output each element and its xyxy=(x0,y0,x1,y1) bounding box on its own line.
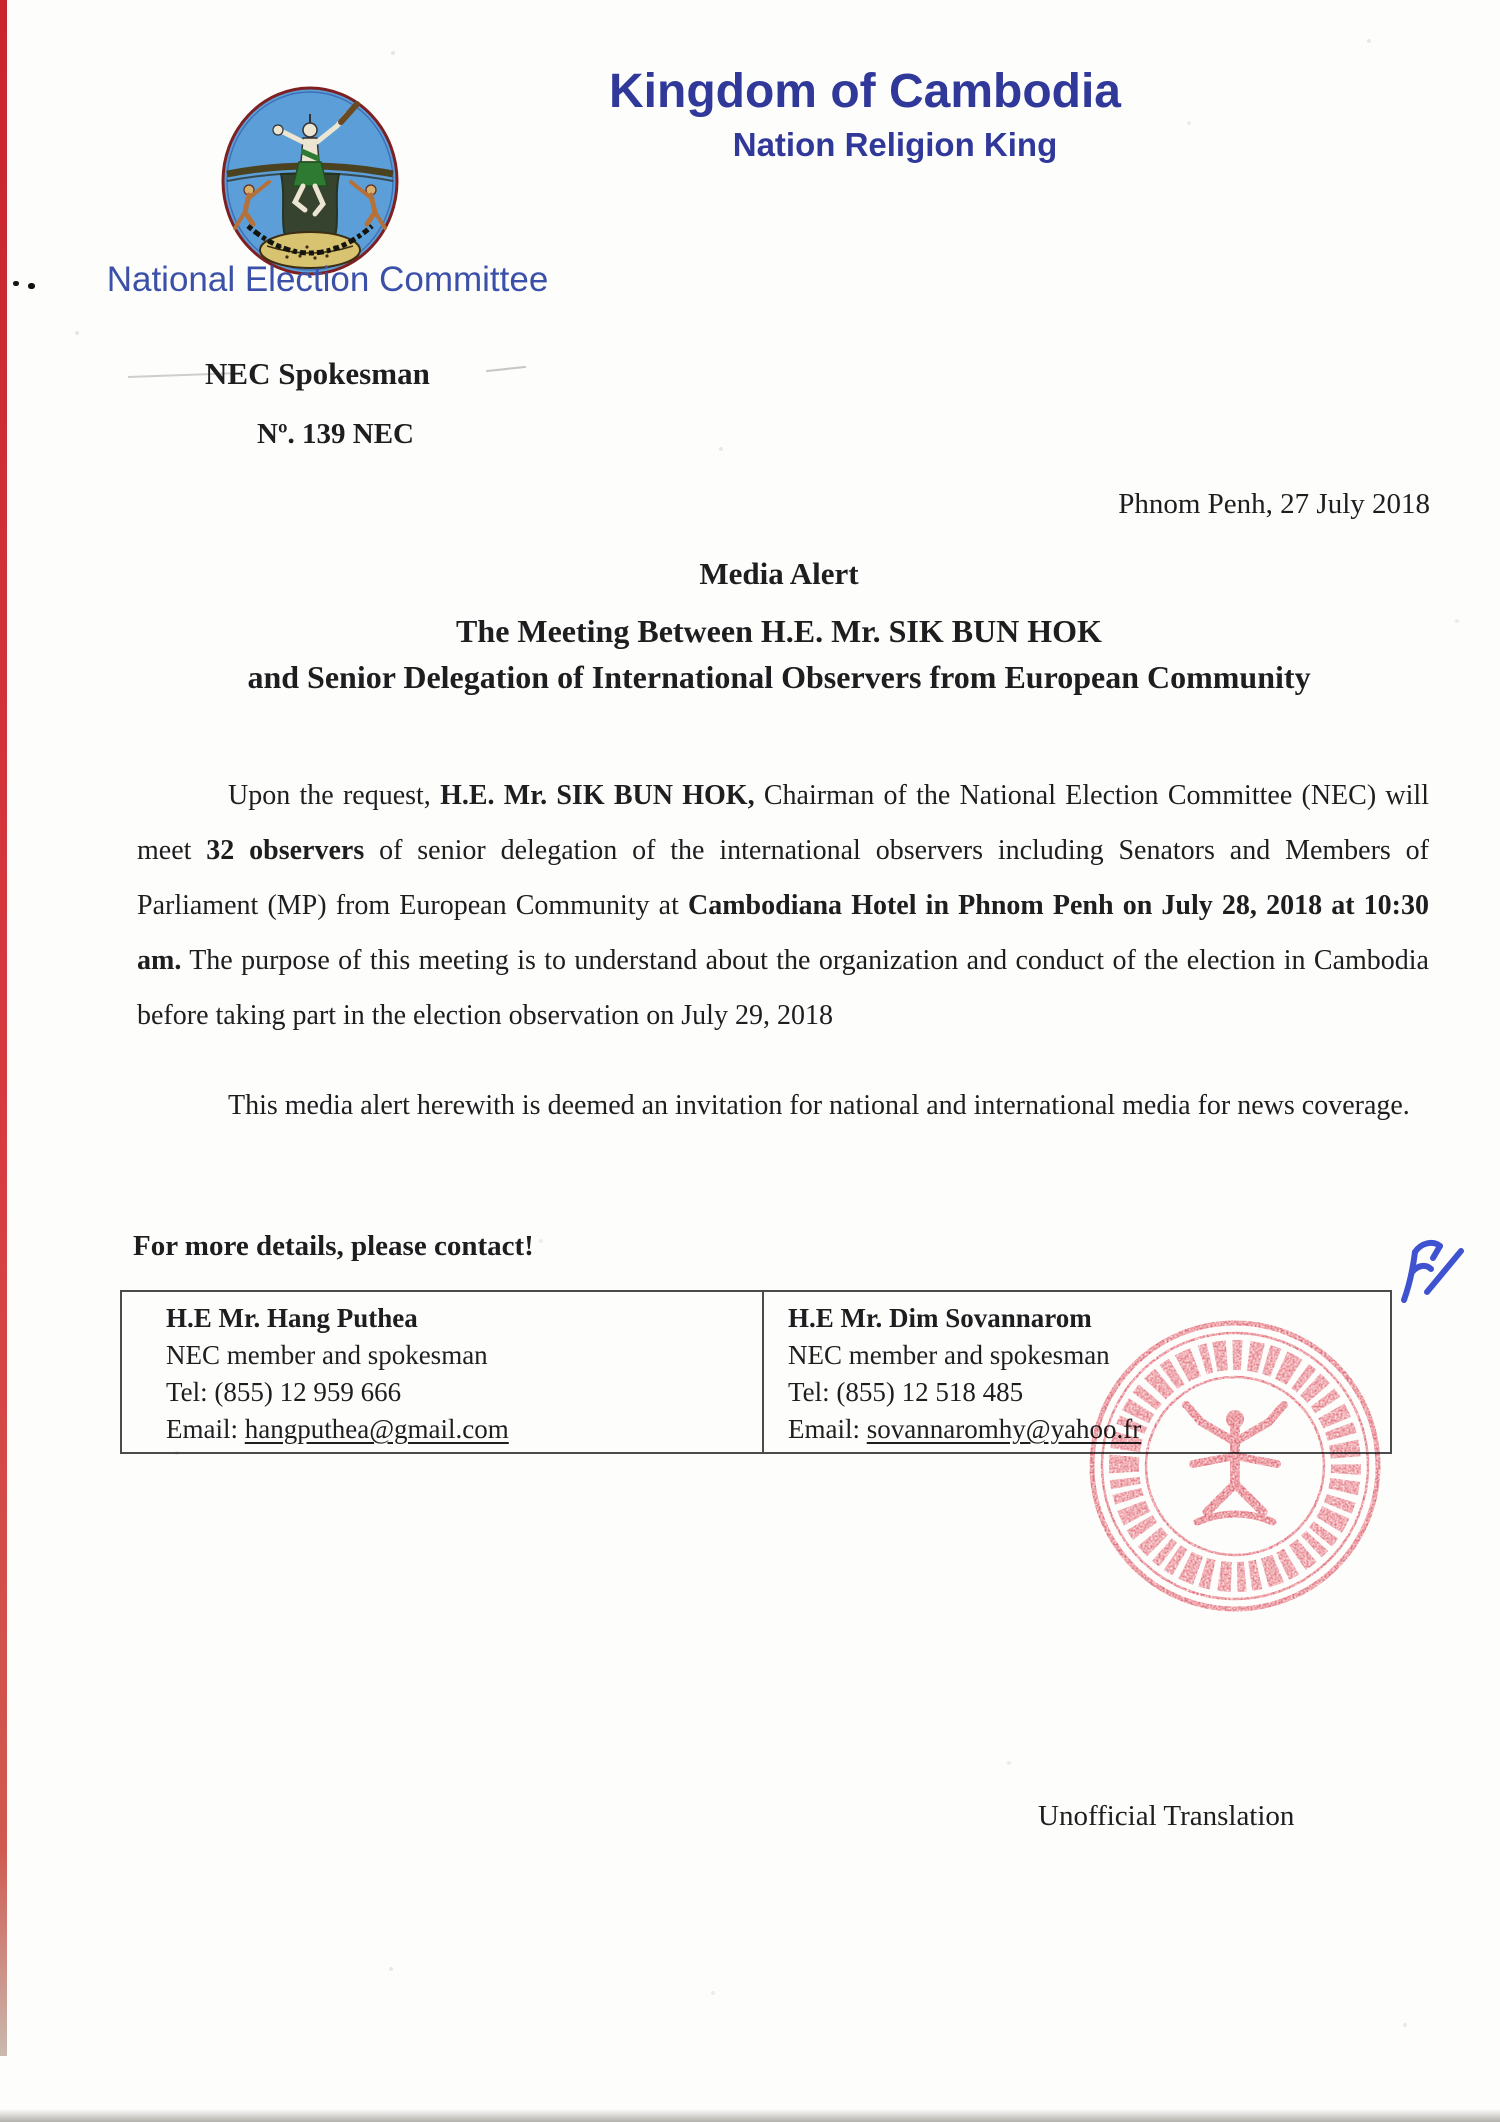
motto: Nation Religion King xyxy=(732,126,1058,163)
nec-emblem-logo xyxy=(215,84,405,280)
contact-tel: Tel: (855) 12 959 666 xyxy=(166,1377,402,1407)
contact-email: hangputhea@gmail.com xyxy=(244,1414,509,1444)
dateline: Phnom Penh, 27 July 2018 xyxy=(1118,488,1430,520)
kingdom-title: Kingdom of Cambodia xyxy=(609,65,1121,118)
blue-ink-initials-icon xyxy=(1385,1232,1475,1312)
contact-email: sovannaromhy@yahoo.fr xyxy=(866,1414,1142,1444)
body-paragraph-1: Upon the request, H.E. Mr. SIK BUN HOK, Chairman of the National Election Committee (NEC) will meet 32 observers of senior delegation of the international observers including Senators and Members of Parliament (MP) from European Community at Cambodiana Hotel in Phnom Penh on July 28, 2018 at 10:30 am. The purpose of this meeting is to understand about the organization and conduct of the election in Cambodia before taking part in the election observation on July 29, 2018 xyxy=(137,780,1430,1031)
doc-type-heading: Media Alert xyxy=(699,556,859,591)
scan-edge-artifact-left xyxy=(0,0,7,2056)
unofficial-translation-note: Unofficial Translation xyxy=(1038,1800,1295,1832)
doc-title-line1: The Meeting Between H.E. Mr. SIK BUN HOK xyxy=(456,613,1102,649)
scan-speck xyxy=(28,283,35,289)
email-label: Email: xyxy=(788,1414,867,1444)
contact-role: NEC member and spokesman xyxy=(788,1340,1110,1370)
nec-red-seal-stamp-icon xyxy=(1085,1316,1385,1616)
committee-name: National Election Committee xyxy=(106,260,549,299)
doc-title-line2: and Senior Delegation of International Observers from European Community xyxy=(247,659,1311,695)
scan-speckles xyxy=(0,0,2,2)
body-paragraph-2: This media alert herewith is deemed an invitation for national and international media for news coverage. xyxy=(228,1090,1410,1121)
contact-role: NEC member and spokesman xyxy=(166,1340,488,1370)
email-label: Email: xyxy=(166,1414,245,1444)
scan-speck xyxy=(13,281,19,286)
document-number: Nº. 139 NEC xyxy=(257,418,414,450)
contact-email-line xyxy=(166,1411,754,1448)
scan-crease-line xyxy=(486,366,526,372)
contact-name: H.E Mr. Hang Puthea xyxy=(166,1303,418,1333)
contact-name: H.E Mr. Dim Sovannarom xyxy=(788,1303,1092,1333)
contact-card-hang-puthea xyxy=(122,1292,764,1452)
scan-edge-artifact-bottom xyxy=(0,2109,1500,2122)
contact-heading: For more details, please contact! xyxy=(133,1230,534,1262)
contact-tel: Tel: (855) 12 518 485 xyxy=(788,1377,1024,1407)
spokesman-label: NEC Spokesman xyxy=(205,356,430,391)
